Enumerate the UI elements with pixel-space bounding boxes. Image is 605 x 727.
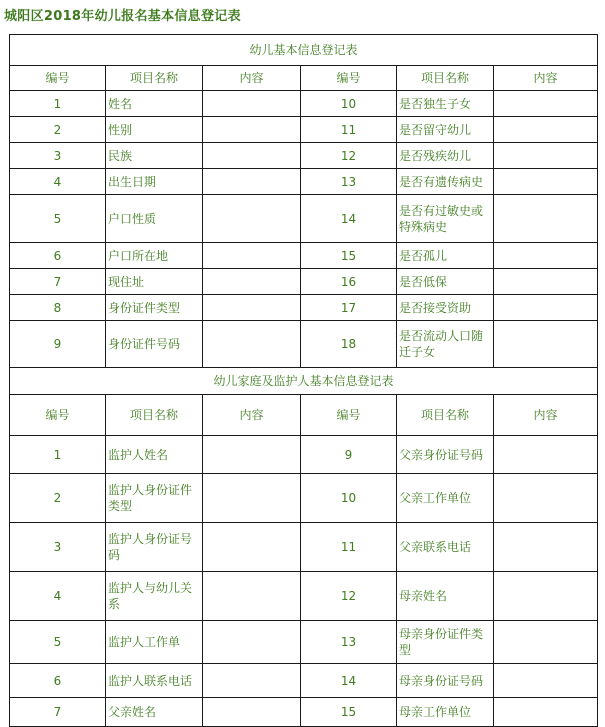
content-field[interactable] bbox=[203, 523, 301, 572]
item-number: 15 bbox=[301, 698, 397, 727]
table-row bbox=[10, 269, 598, 295]
table-row bbox=[10, 91, 598, 117]
item-number: 1 bbox=[10, 91, 106, 117]
item-number: 15 bbox=[301, 243, 397, 269]
item-name: 母亲身份证件类型 bbox=[397, 621, 494, 664]
header-content: 内容 bbox=[494, 66, 598, 91]
item-name: 性别 bbox=[106, 117, 203, 143]
item-name: 母亲工作单位 bbox=[397, 698, 494, 727]
item-number: 6 bbox=[10, 243, 106, 269]
item-name: 母亲身份证号码 bbox=[397, 664, 494, 698]
item-name: 是否独生子女 bbox=[397, 91, 494, 117]
item-name: 监护人与幼儿关系 bbox=[106, 572, 203, 621]
item-number: 17 bbox=[301, 295, 397, 321]
table-row bbox=[10, 572, 598, 621]
content-field[interactable] bbox=[203, 572, 301, 621]
item-name: 监护人工作单 bbox=[106, 621, 203, 664]
header-number: 编号 bbox=[10, 66, 106, 91]
table-row bbox=[10, 143, 598, 169]
item-name: 出生日期 bbox=[106, 169, 203, 195]
section-title-guardian-info: 幼儿家庭及监护人基本信息登记表 bbox=[10, 368, 598, 395]
item-number: 5 bbox=[10, 621, 106, 664]
table-row bbox=[10, 321, 598, 368]
content-field[interactable] bbox=[203, 621, 301, 664]
header-item-name: 项目名称 bbox=[106, 395, 203, 436]
item-number: 4 bbox=[10, 572, 106, 621]
content-field[interactable] bbox=[203, 243, 301, 269]
item-number: 2 bbox=[10, 117, 106, 143]
content-field[interactable] bbox=[203, 91, 301, 117]
content-field[interactable] bbox=[203, 321, 301, 368]
item-name: 现住址 bbox=[106, 269, 203, 295]
item-name: 是否接受资助 bbox=[397, 295, 494, 321]
item-number: 8 bbox=[10, 295, 106, 321]
header-number: 编号 bbox=[10, 395, 106, 436]
header-number: 编号 bbox=[301, 395, 397, 436]
item-name: 身份证件类型 bbox=[106, 295, 203, 321]
header-item-name: 项目名称 bbox=[397, 66, 494, 91]
item-number: 18 bbox=[301, 321, 397, 368]
item-number: 7 bbox=[10, 269, 106, 295]
item-number: 11 bbox=[301, 117, 397, 143]
content-field[interactable] bbox=[494, 474, 598, 523]
header-content: 内容 bbox=[203, 66, 301, 91]
item-name: 监护人联系电话 bbox=[106, 664, 203, 698]
table-row bbox=[10, 698, 598, 727]
content-field[interactable] bbox=[494, 664, 598, 698]
item-number: 13 bbox=[301, 621, 397, 664]
content-field[interactable] bbox=[494, 269, 598, 295]
item-name: 父亲姓名 bbox=[106, 698, 203, 727]
item-number: 2 bbox=[10, 474, 106, 523]
registration-table bbox=[9, 34, 598, 727]
item-name: 是否残疾幼儿 bbox=[397, 143, 494, 169]
content-field[interactable] bbox=[494, 195, 598, 243]
content-field[interactable] bbox=[494, 143, 598, 169]
content-field[interactable] bbox=[203, 295, 301, 321]
item-name: 监护人身份证号码 bbox=[106, 523, 203, 572]
item-name: 父亲身份证号码 bbox=[397, 436, 494, 474]
item-name: 是否有过敏史或特殊病史 bbox=[397, 195, 494, 243]
section-header-row bbox=[10, 368, 598, 395]
item-number: 16 bbox=[301, 269, 397, 295]
header-item-name: 项目名称 bbox=[397, 395, 494, 436]
content-field[interactable] bbox=[494, 169, 598, 195]
item-number: 12 bbox=[301, 572, 397, 621]
item-name: 是否流动人口随迁子女 bbox=[397, 321, 494, 368]
table-row bbox=[10, 436, 598, 474]
table-row bbox=[10, 195, 598, 243]
content-field[interactable] bbox=[203, 169, 301, 195]
content-field[interactable] bbox=[494, 698, 598, 727]
content-field[interactable] bbox=[494, 621, 598, 664]
content-field[interactable] bbox=[203, 117, 301, 143]
item-name: 监护人姓名 bbox=[106, 436, 203, 474]
content-field[interactable] bbox=[203, 143, 301, 169]
registration-table-body bbox=[10, 35, 598, 727]
item-number: 9 bbox=[301, 436, 397, 474]
table-row bbox=[10, 523, 598, 572]
item-number: 9 bbox=[10, 321, 106, 368]
item-name: 父亲联系电话 bbox=[397, 523, 494, 572]
item-number: 13 bbox=[301, 169, 397, 195]
item-number: 10 bbox=[301, 91, 397, 117]
table-row bbox=[10, 117, 598, 143]
item-number: 5 bbox=[10, 195, 106, 243]
item-number: 14 bbox=[301, 664, 397, 698]
item-name: 父亲工作单位 bbox=[397, 474, 494, 523]
item-number: 11 bbox=[301, 523, 397, 572]
item-number: 3 bbox=[10, 143, 106, 169]
item-number: 12 bbox=[301, 143, 397, 169]
item-number: 14 bbox=[301, 195, 397, 243]
item-name: 监护人身份证件类型 bbox=[106, 474, 203, 523]
item-name: 是否留守幼儿 bbox=[397, 117, 494, 143]
header-content: 内容 bbox=[203, 395, 301, 436]
content-field[interactable] bbox=[494, 91, 598, 117]
content-field[interactable] bbox=[203, 195, 301, 243]
item-name: 是否低保 bbox=[397, 269, 494, 295]
content-field[interactable] bbox=[203, 698, 301, 727]
content-field[interactable] bbox=[494, 523, 598, 572]
item-name: 姓名 bbox=[106, 91, 203, 117]
item-name: 户口性质 bbox=[106, 195, 203, 243]
header-content: 内容 bbox=[494, 395, 598, 436]
content-field[interactable] bbox=[494, 572, 598, 621]
item-number: 3 bbox=[10, 523, 106, 572]
content-field[interactable] bbox=[203, 269, 301, 295]
header-number: 编号 bbox=[301, 66, 397, 91]
item-name: 母亲姓名 bbox=[397, 572, 494, 621]
item-name: 是否有遗传病史 bbox=[397, 169, 494, 195]
document-title: 城阳区2018年幼儿报名基本信息登记表 bbox=[4, 9, 241, 24]
table-row bbox=[10, 664, 598, 698]
content-field[interactable] bbox=[494, 295, 598, 321]
table-row bbox=[10, 243, 598, 269]
section-header-row bbox=[10, 35, 598, 66]
header-item-name: 项目名称 bbox=[106, 66, 203, 91]
item-name: 户口所在地 bbox=[106, 243, 203, 269]
table-row bbox=[10, 621, 598, 664]
item-name: 民族 bbox=[106, 143, 203, 169]
item-number: 4 bbox=[10, 169, 106, 195]
item-number: 6 bbox=[10, 664, 106, 698]
content-field[interactable] bbox=[203, 436, 301, 474]
column-header-row bbox=[10, 66, 598, 91]
section-title-child-info: 幼儿基本信息登记表 bbox=[10, 35, 598, 66]
content-field[interactable] bbox=[494, 321, 598, 368]
column-header-row bbox=[10, 395, 598, 436]
item-name: 身份证件号码 bbox=[106, 321, 203, 368]
item-number: 1 bbox=[10, 436, 106, 474]
item-number: 7 bbox=[10, 698, 106, 727]
content-field[interactable] bbox=[494, 117, 598, 143]
table-row bbox=[10, 169, 598, 195]
content-field[interactable] bbox=[494, 436, 598, 474]
item-number: 10 bbox=[301, 474, 397, 523]
content-field[interactable] bbox=[203, 664, 301, 698]
table-row bbox=[10, 474, 598, 523]
content-field[interactable] bbox=[203, 474, 301, 523]
table-row bbox=[10, 295, 598, 321]
item-name: 是否孤儿 bbox=[397, 243, 494, 269]
content-field[interactable] bbox=[494, 243, 598, 269]
